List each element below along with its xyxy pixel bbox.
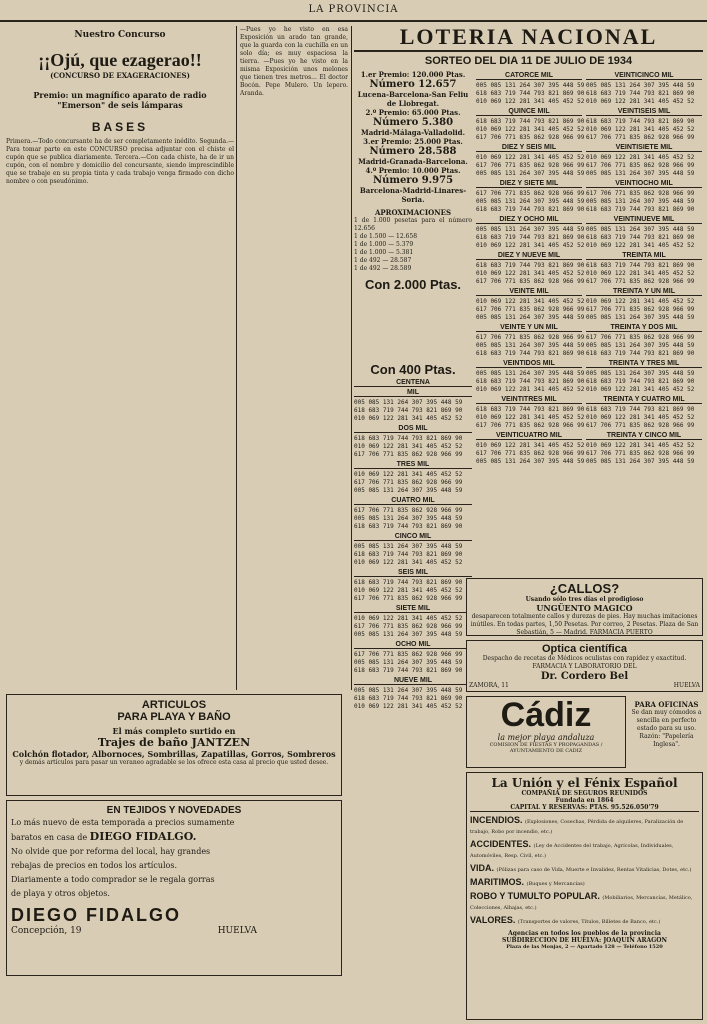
- cadiz-slogan1: la mejor: [497, 733, 531, 742]
- union-capital: CAPITAL Y RESERVAS: PTAS. 95.526.050'79: [470, 804, 699, 812]
- lottery-number-row: 617 706 771 835 862 928 966 99: [586, 422, 695, 429]
- lottery-number-row: 005 085 131 264 307 395 448 59: [354, 515, 463, 522]
- lottery-number-row: 617 706 771 835 862 928 966 99: [354, 507, 463, 514]
- lottery-section-title: NUEVE MIL: [354, 677, 472, 685]
- lottery-number-row: 005 085 131 264 307 395 448 59: [476, 370, 585, 377]
- lottery-number-row: 010 069 122 281 341 405 452 52: [586, 386, 695, 393]
- lottery-number-row: 005 085 131 264 307 395 448 59: [476, 170, 585, 177]
- lottery-number-row: 618 683 719 744 793 821 869 90: [476, 350, 585, 357]
- lottery-section-title: VEINTE MIL: [476, 288, 582, 296]
- premio-line: Madrid-Málaga-Valladolid.: [360, 128, 466, 137]
- lottery-number-row: 618 683 719 744 793 821 869 90: [354, 695, 463, 702]
- premio-line: Número 9.975: [372, 175, 454, 186]
- lottery-number-row: 618 683 719 744 793 821 869 90: [476, 206, 585, 213]
- lottery-number-row: 010 069 122 281 341 405 452 52: [476, 98, 585, 105]
- insurance-line: VIDA. (Pólizas para caso de Vida, Muerte e Invalidez, Rentas Vitalicias, Dotes, etc.): [470, 863, 692, 873]
- lottery-number-row: 010 069 122 281 341 405 452 52: [586, 126, 695, 133]
- lottery-number-row: 010 069 122 281 341 405 452 52: [354, 471, 463, 478]
- lottery-number-row: 618 683 719 744 793 821 869 90: [586, 378, 695, 385]
- lottery-number-row: 618 683 719 744 793 821 869 90: [354, 523, 463, 530]
- insurance-line: ACCIDENTES. (Ley de Accidentes del trabajo, Agrícolas, Individuales, Automóviles, Resp. Civil, etc.): [470, 839, 674, 859]
- lottery-section-title: VEINTICUATRO MIL: [476, 432, 582, 440]
- lottery-number-row: 005 085 131 264 307 395 448 59: [476, 458, 585, 465]
- lottery-number-row: 618 683 719 744 793 821 869 90: [354, 579, 463, 586]
- lottery-number-row: 617 706 771 835 862 928 966 99: [476, 422, 585, 429]
- con-400: Con 400 Ptas.: [370, 362, 456, 377]
- bases-text: Primera.—Todo concursante ha de ser completamente inédito. Segunda.—Para tomar parte en este CONCURSO precisa adjuntar con el chiste el cupón que se publica diariamente. Tercera.—Con cada chiste, ha de ir un cupón, con el nombre y domicilio del concursante, siendo imprescindible que se trabaje en su propia tinta y cada trabajo venga firmado con dicho nombre o con pseudónimo.: [6, 138, 234, 185]
- oficinas-text: Se dan muy cómodos a sencilla en perfecto estado para su uso. Razón: "Papelería Inglesa".: [631, 709, 702, 748]
- lottery-number-row: 618 683 719 744 793 821 869 90: [586, 118, 695, 125]
- union-sub2: SUBDIRECCION DE HUELVA: JOAQUIN ARAGON: [501, 937, 668, 944]
- lottery-section-title: OCHO MIL: [354, 641, 472, 649]
- lottery-number-row: 010 069 122 281 341 405 452 52: [476, 270, 585, 277]
- callos-ad: [466, 578, 703, 636]
- optica-city: HUELVA: [673, 682, 700, 689]
- lottery-number-row: 617 706 771 835 862 928 966 99: [354, 651, 463, 658]
- lottery-number-row: 617 706 771 835 862 928 966 99: [586, 134, 695, 141]
- lottery-section-title: QUINCE MIL: [476, 108, 582, 116]
- premio-line: Madrid-Granada-Barcelona.: [358, 157, 468, 166]
- tejidos-l5: Diariamente a todo comprador se le regala gorras: [11, 875, 215, 884]
- articulos-lead: El más completo surtido en: [112, 726, 236, 736]
- lottery-number-row: 617 706 771 835 862 928 966 99: [476, 306, 585, 313]
- lottery-number-row: 618 683 719 744 793 821 869 90: [586, 206, 695, 213]
- lottery-section-title: DOS MIL: [354, 425, 472, 433]
- lottery-number-row: 617 706 771 835 862 928 966 99: [586, 450, 695, 457]
- union-agency: Agencias en todos los pueblos de la provincia: [508, 930, 661, 937]
- lottery-number-row: 005 085 131 264 307 395 448 59: [586, 370, 695, 377]
- lottery-number-row: 618 683 719 744 793 821 869 90: [354, 435, 463, 442]
- lottery-number-row: 617 706 771 835 862 928 966 99: [586, 306, 695, 313]
- masthead: LA PROVINCIA: [0, 0, 707, 22]
- lottery-section-title: TRES MIL: [354, 461, 472, 469]
- lottery-section-title: SEIS MIL: [354, 569, 472, 577]
- lottery-section-title: VEINTIDOS MIL: [476, 360, 582, 368]
- callos-product: UNGÜENTO MAGICO: [536, 603, 633, 613]
- articulos-subtitle: PARA PLAYA Y BAÑO: [117, 711, 231, 723]
- insurance-line: VALORES. (Transportes de valores, Títulos, Billetes de Banco, etc.): [470, 915, 661, 925]
- lottery-number-row: 005 085 131 264 307 395 448 59: [476, 226, 585, 233]
- lottery-number-row: 618 683 719 744 793 821 869 90: [354, 551, 463, 558]
- lottery-number-row: 010 069 122 281 341 405 452 52: [476, 242, 585, 249]
- lottery-number-row: 010 069 122 281 341 405 452 52: [354, 443, 463, 450]
- lottery-number-row: 617 706 771 835 862 928 966 99: [354, 451, 463, 458]
- lottery-section-title: MIL: [354, 389, 472, 397]
- lottery-number-row: 618 683 719 744 793 821 869 90: [476, 378, 585, 385]
- tejidos-l4: rebajas de precios en todos los artículos.: [11, 861, 178, 870]
- lottery-section-title: TREINTA Y UN MIL: [586, 288, 702, 296]
- lottery-number-row: 010 069 122 281 341 405 452 52: [354, 415, 463, 422]
- lottery-number-row: 617 706 771 835 862 928 966 99: [586, 190, 695, 197]
- lottery-number-row: 005 085 131 264 307 395 448 59: [476, 82, 585, 89]
- lottery-number-row: 010 069 122 281 341 405 452 52: [354, 559, 463, 566]
- lottery-number-row: 618 683 719 744 793 821 869 90: [354, 667, 463, 674]
- lottery-section-title: VEINTIOCHO MIL: [586, 180, 702, 188]
- callos-text: desaparecen totalmente callos y durezas de pies. Hay muchas imitaciones inútiles. En todas partes, 1,50 Pesetas. Por correo, 2 Pesetas. Plaza de San Sebastián, 5 — Madrid. FARMACIA PUERTO: [470, 613, 699, 636]
- lottery-section-title: VEINTISEIS MIL: [586, 108, 702, 116]
- aprox-line: 1 de 1.000 pesetas para el número 12.656: [354, 217, 472, 232]
- lottery-prizes: [354, 70, 472, 711]
- lottery-number-row: 617 706 771 835 862 928 966 99: [354, 595, 463, 602]
- lottery-number-row: 617 706 771 835 862 928 966 99: [476, 450, 585, 457]
- lottery-number-row: 617 706 771 835 862 928 966 99: [476, 334, 585, 341]
- lottery-section-title: TREINTA Y CINCO MIL: [586, 432, 702, 440]
- aprox-title: APROXIMACIONES: [374, 208, 452, 217]
- lottery-number-row: 005 085 131 264 307 395 448 59: [586, 170, 695, 177]
- cadiz-slogan3: andaluza: [557, 733, 595, 742]
- lottery-number-row: 005 085 131 264 307 395 448 59: [354, 543, 463, 550]
- aprox-line: 1 de 492 — 28.587: [354, 257, 412, 264]
- premio-line: Barcelona-Madrid-Linares-Soria.: [359, 186, 467, 204]
- union-founded: Fundada en 1864: [555, 797, 614, 804]
- lottery-number-row: 005 085 131 264 307 395 448 59: [476, 198, 585, 205]
- lottery-section-title: SIETE MIL: [354, 605, 472, 613]
- callos-lead: Usando sólo tres días el prodigioso: [525, 596, 644, 603]
- lottery-number-row: 010 069 122 281 341 405 452 52: [586, 154, 695, 161]
- lottery-number-row: 617 706 771 835 862 928 966 99: [476, 190, 585, 197]
- optica-title: Optica científica: [542, 643, 627, 655]
- lottery-number-row: 617 706 771 835 862 928 966 99: [476, 278, 585, 285]
- oficinas-ad: [630, 700, 703, 766]
- lottery-number-row: 010 069 122 281 341 405 452 52: [476, 126, 585, 133]
- optica-doctor: Dr. Cordero Bel: [540, 671, 629, 682]
- lottery-number-row: 005 085 131 264 307 395 448 59: [586, 314, 695, 321]
- lottery-number-row: 005 085 131 264 307 395 448 59: [586, 458, 695, 465]
- lottery-number-row: 618 683 719 744 793 821 869 90: [354, 407, 463, 414]
- tejidos-l6: de playa y otros objetos.: [11, 889, 110, 898]
- lottery-number-row: 010 069 122 281 341 405 452 52: [586, 242, 695, 249]
- tejidos-l2: baratos en casa de: [11, 833, 88, 842]
- lottery-number-row: 005 085 131 264 307 395 448 59: [586, 82, 695, 89]
- contest-section: Nuestro Concurso: [74, 30, 166, 40]
- premio-line: 4.º Premio: 10.000 Ptas.: [365, 166, 461, 175]
- oficinas-title: PARA OFICINAS: [634, 700, 699, 709]
- articulos-text: y demás artículos para pasar un veraneo agradable se los ofrece esta casa al precio que usted desee.: [19, 759, 329, 766]
- insurance-line: INCENDIOS. (Explosiones, Cosechas, Pérdida de alquileres, Paralización de trabajo, Robo por incendio, etc.): [470, 815, 684, 835]
- lottery-number-row: 005 085 131 264 307 395 448 59: [586, 342, 695, 349]
- lottery-section-title: TREINTA MIL: [586, 252, 702, 260]
- lottery-number-row: 010 069 122 281 341 405 452 52: [354, 615, 463, 622]
- lottery-section-title: DIEZ Y SEIS MIL: [476, 144, 582, 152]
- lottery-number-row: 010 069 122 281 341 405 452 52: [476, 154, 585, 161]
- lottery-number-row: 618 683 719 744 793 821 869 90: [586, 262, 695, 269]
- lottery-number-row: 618 683 719 744 793 821 869 90: [476, 262, 585, 269]
- aprox-line: 1 de 492 — 28.589: [354, 265, 412, 272]
- lottery-number-row: 005 085 131 264 307 395 448 59: [476, 342, 585, 349]
- lottery-number-row: 618 683 719 744 793 821 869 90: [476, 234, 585, 241]
- con-2000: Con 2.000 Ptas.: [364, 277, 462, 292]
- lottery-number-row: 005 085 131 264 307 395 448 59: [354, 687, 463, 694]
- tejidos-title: EN TEJIDOS Y NOVEDADES: [106, 805, 242, 816]
- lottery-number-row: 617 706 771 835 862 928 966 99: [354, 479, 463, 486]
- union-sub: COMPAÑIA DE SEGUROS REUNIDOS: [521, 790, 648, 797]
- cadiz-footer: COMISION DE FIESTAS Y PROPAGANDAS / AYUNTAMIENTO DE CADIZ: [489, 742, 603, 754]
- chistes-column: [240, 26, 348, 690]
- lottery-number-row: 010 069 122 281 341 405 452 52: [586, 442, 695, 449]
- lottery-number-row: 618 683 719 744 793 821 869 90: [476, 118, 585, 125]
- lottery-number-row: 005 085 131 264 307 395 448 59: [354, 659, 463, 666]
- lottery-number-row: 010 069 122 281 341 405 452 52: [476, 386, 585, 393]
- union-address: Plaza de las Monjas, 2 — Apartado 128 — Teléfono 1520: [506, 944, 663, 950]
- lottery-number-row: 618 683 719 744 793 821 869 90: [586, 350, 695, 357]
- premio-line: Número 28.588: [369, 146, 457, 157]
- tejidos-name: DIEGO FIDALGO: [11, 905, 181, 925]
- contest-title: ¡¡Ojú, que ezagerao!!: [38, 50, 202, 70]
- cadiz-title: Cádiz: [500, 696, 592, 734]
- optica-text: Despacho de recetas de Médicos oculistas con rapidez y exactitud. FARMACIA Y LABORATORIO DEL: [482, 655, 687, 670]
- lottery-number-row: 010 069 122 281 341 405 452 52: [586, 414, 695, 421]
- lottery-number-row: 618 683 719 744 793 821 869 90: [586, 234, 695, 241]
- lottery-section-title: VEINTINUEVE MIL: [586, 216, 702, 224]
- lottery-section-title: DIEZ Y NUEVE MIL: [476, 252, 582, 260]
- premio-line: 1.er Premio: 120.000 Ptas.: [360, 70, 466, 79]
- lottery-number-row: 005 085 131 264 307 395 448 59: [354, 399, 463, 406]
- lottery-number-row: 618 683 719 744 793 821 869 90: [586, 90, 695, 97]
- lottery-number-row: 010 069 122 281 341 405 452 52: [586, 98, 695, 105]
- lottery-number-row: 618 683 719 744 793 821 869 90: [476, 406, 585, 413]
- cadiz-slogan2: playa: [533, 733, 556, 742]
- lottery-number-row: 010 069 122 281 341 405 452 52: [586, 298, 695, 305]
- aprox-line: 1 de 1.000 — 5.379: [354, 241, 414, 248]
- callos-title: ¿CALLOS?: [549, 581, 620, 596]
- lottery-section-title: CATORCE MIL: [476, 72, 582, 80]
- articulos-ad: [6, 694, 342, 796]
- tejidos-shop: DIEGO FIDALGO.: [89, 830, 197, 843]
- lottery-draw: SORTEO DEL DIA 11 DE JULIO DE 1934: [424, 55, 633, 67]
- articulos-brand: Trajes de baño JANTZEN: [97, 736, 251, 749]
- lottery-number-row: 010 069 122 281 341 405 452 52: [586, 270, 695, 277]
- premio-line: 3.er Premio: 25.000 Ptas.: [363, 137, 463, 146]
- lottery-number-row: 618 683 719 744 793 821 869 90: [586, 406, 695, 413]
- lottery-number-row: 005 085 131 264 307 395 448 59: [354, 631, 463, 638]
- lottery-section-title: TREINTA Y DOS MIL: [586, 324, 702, 332]
- cadiz-ad: [466, 696, 626, 768]
- premio-line: Lucena-Barcelona-San Feliu de Llobregat.: [357, 90, 469, 108]
- contest-prize: Premio: un magnífico aparato de radio "Emerson" de seis lámparas: [33, 90, 207, 110]
- lottery-section-title: TREINTA Y CUATRO MIL: [586, 396, 702, 404]
- lottery-section-title: VEINTISIETE MIL: [586, 144, 702, 152]
- union-fenix-ad: [466, 772, 703, 1020]
- lottery-section-title: VEINTICINCO MIL: [586, 72, 702, 80]
- lottery-number-row: 010 069 122 281 341 405 452 52: [476, 298, 585, 305]
- lottery-number-row: 005 085 131 264 307 395 448 59: [586, 226, 695, 233]
- optica-addr: ZAMORA, 11: [469, 682, 509, 689]
- lottery-number-row: 005 085 131 264 307 395 448 59: [354, 487, 463, 494]
- lottery-number-row: 617 706 771 835 862 928 966 99: [476, 134, 585, 141]
- centena: CENTENA: [354, 379, 472, 387]
- union-title: La Unión y el Fénix Español: [491, 776, 678, 790]
- lottery-section-title: CINCO MIL: [354, 533, 472, 541]
- optica-ad: [466, 640, 703, 692]
- lottery-number-row: 618 683 719 744 793 821 869 90: [476, 90, 585, 97]
- tejidos-l1: Lo más nuevo de esta temporada a precios sumamente: [11, 818, 235, 827]
- articulos-title: ARTICULOS: [141, 699, 207, 711]
- chistes-text: —Pues yo he visto en esa Exposición un arado tan grande, que la guarda con la cuchilla en un solo día; es muy espaciosa la tierra. —Pues yo he visto en la misma Exposición unos melones que tienen tres metros... El doctor Bocón. Pepe Mulero. Un lepero. Aranda.: [240, 26, 348, 97]
- lottery-section-title: TREINTA Y TRES MIL: [586, 360, 702, 368]
- premio-line: Número 12.657: [369, 79, 457, 90]
- lottery-section-title: DIEZ Y SIETE MIL: [476, 180, 582, 188]
- lottery-number-row: 010 069 122 281 341 405 452 52: [354, 587, 463, 594]
- lottery-number-row: 005 085 131 264 307 395 448 59: [476, 314, 585, 321]
- lottery-title: LOTERIA NACIONAL: [354, 24, 703, 52]
- bases-title: BASES: [91, 120, 149, 134]
- premio-line: 2.º Premio: 65.000 Ptas.: [365, 108, 461, 117]
- tejidos-city: HUELVA: [217, 926, 257, 936]
- lottery-section-title: DIEZ Y OCHO MIL: [476, 216, 582, 224]
- tejidos-address: Concepción, 19: [11, 926, 82, 936]
- tejidos-l3: No olvide que por reforma del local, hay grandes: [11, 847, 211, 856]
- lottery-number-row: 617 706 771 835 862 928 966 99: [586, 334, 695, 341]
- lottery-section-title: CUATRO MIL: [354, 497, 472, 505]
- contest-column: [6, 26, 234, 690]
- lottery-number-row: 010 069 122 281 341 405 452 52: [476, 414, 585, 421]
- lottery-number-row: 617 706 771 835 862 928 966 99: [586, 162, 695, 169]
- contest-subtitle: (CONCURSO DE EXAGERACIONES): [50, 71, 190, 80]
- tejidos-ad: [6, 800, 342, 976]
- articulos-items: Colchón flotador, Albornoces, Sombrillas, Zapatillas, Gorros, Sombreros: [12, 749, 336, 759]
- lottery-number-row: 010 069 122 281 341 405 452 52: [476, 442, 585, 449]
- lottery-number-row: 005 085 131 264 307 395 448 59: [586, 198, 695, 205]
- lottery-section-title: VEINTITRES MIL: [476, 396, 582, 404]
- lottery-number-row: 617 706 771 835 862 928 966 99: [586, 278, 695, 285]
- aprox-line: 1 de 1.500 — 12.658: [354, 233, 418, 240]
- lottery-section-title: VEINTE Y UN MIL: [476, 324, 582, 332]
- aprox-line: 1 de 1.000 — 5.381: [354, 249, 414, 256]
- lottery-number-row: 617 706 771 835 862 928 966 99: [354, 623, 463, 630]
- insurance-line: ROBO Y TUMULTO POPULAR. (Mobiliarios, Mercancías, Metálico, Colecciones, Alhajas, etc.): [470, 891, 693, 911]
- lottery-number-row: 010 069 122 281 341 405 452 52: [354, 703, 463, 710]
- insurance-line: MARITIMOS. (Buques y Mercancías): [470, 877, 585, 887]
- lottery-number-row: 617 706 771 835 862 928 966 99: [476, 162, 585, 169]
- premio-line: Número 5.380: [372, 117, 454, 128]
